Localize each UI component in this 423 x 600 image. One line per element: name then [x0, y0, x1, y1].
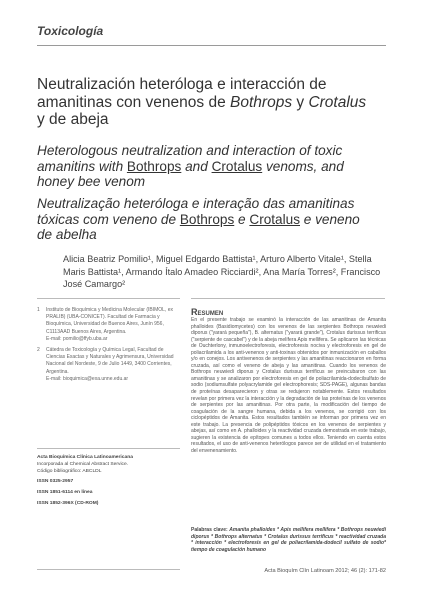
- citation: Acta Bioquím Clín Latinoam 2012; 46 (2): 171-82: [264, 568, 386, 574]
- title-pt-crotalus: Crotalus: [249, 211, 300, 227]
- abstract-heading: Resumen: [191, 307, 224, 317]
- journal-name: Acta Bioquímica Clínica Latinoamericana: [37, 455, 133, 460]
- issn-print: ISSN 0325-2957: [37, 479, 74, 485]
- title-es-bothrops: Bothrops: [230, 93, 293, 111]
- title-es-crotalus: Crotalus: [308, 93, 367, 111]
- indexing-info: [37, 455, 179, 508]
- title-es-pre: Neutralización heteróloga e interacción de amanitinas con venenos de: [37, 76, 327, 111]
- title-pt-mid: e: [234, 211, 250, 227]
- affiliation-email: E-mail: bioquimica@exa.unne.edu.ar: [46, 375, 129, 382]
- title-en-pre: Heterologous neutralization and interaction of toxic amanitins with: [37, 143, 343, 174]
- affiliation-number: 1: [37, 307, 40, 313]
- affiliation-number: 2: [37, 347, 40, 354]
- indexing-line: Código bibliográfico: ABCLDL: [37, 468, 102, 474]
- section-label: Toxicología: [37, 24, 104, 38]
- title-en-mid: and: [181, 158, 212, 174]
- indexing-rule: [37, 448, 180, 449]
- affiliation-email: E-mail: pomilio@ffyb.uba.ar: [46, 335, 108, 342]
- title-en-crotalus: Crotalus: [211, 158, 263, 174]
- title-en-post: venoms, and honey bee venom: [37, 158, 344, 189]
- title-es-post: y de abeja: [37, 111, 109, 128]
- affiliation-item: [37, 347, 179, 383]
- title-spanish: [37, 76, 367, 129]
- title-es-mid: y: [292, 93, 309, 111]
- header-rule: [37, 45, 386, 46]
- keywords-label: Palabras clave:: [191, 527, 228, 533]
- indexing-line: Incorporada al Chemical Abstract Service.: [37, 461, 129, 467]
- title-en-bothrops: Bothrops: [126, 158, 182, 174]
- abstract-body: [191, 317, 386, 454]
- affiliation-text: Cátedra de Toxicología y Química Legal, Facultad de Ciencias Exactas y Naturales y Agrimensura, Universidad Nacional del Nordeste, 9 de Julio 1449, 3400 Corrientes, Argentina.: [46, 347, 174, 375]
- affiliation-item: [37, 307, 179, 343]
- affiliation-rule: [37, 298, 180, 299]
- title-portuguese: [37, 196, 377, 243]
- issn-online: ISSN 1851-6114 en línea: [37, 490, 93, 496]
- title-pt-pre: Neutralização heteróloga e interação das amanitinas tóxicas com veneno de: [37, 196, 355, 227]
- author-list: Alicia Beatriz Pomilio¹, Miguel Edgardo Battista¹, Arturo Alberto Vitale¹, Stella Maris Battista¹, Armando Ítalo Amadeo Ricciardi², Ana María Torres², Francisco José Camargo²: [63, 254, 381, 290]
- keywords: [191, 527, 386, 553]
- abstract-rule: [191, 298, 385, 299]
- title-pt-post: e veneno de abelha: [37, 211, 360, 242]
- abstract-paragraph: En el presente trabajo se examinó la interacción de las amanitinas de Amanita phalloides (Basidiomycetes) con los venenos de las serpientes Bothrops neuwiedi diporus ("yarará pequeña"), B. alternatus ("yarará grande"), Crotalus durissus terrificus ("serpiente de cascabel") y de la abeja melífera Apis mellifera. Se aplicaron las técnicas de Ouchterlony, inmunoelectroforesis, electroforesis nociva y electroforesis en gel de poliacrilamida a los anti-venenos y anti-toxinas obtenidos por inmunización en caballos y/o en conejos. Los antivenenos de serpientes y las amanitinas reaccionaron en forma cruzada, así como el veneno de abeja y las amanitinas. Cuando los venenos de Bothrops neuwiedi diporus y Crotalus durissus terrificus se preincubaron con las amanitinas y se analizaron por electroforesis en gel de poliacrilamida-dodecilsulfato de sodio (sodiumsulfate polyacrylamide gel electrophoresis; SDS-PAGE), algunas bandas de proteínas desaparecieron y otras se redujeron notablemente. Estos resultados revelan por primera vez la interacción y la degradación de las proteínas de los venenos de serpientes por las amanitinas. Por otra parte, la modificación del tiempo de coagulación de la sangre humana, debida a los venenos, se corrigió con los ciclopéptidos de Amanita. Estos resultados también se informan por primera vez en este trabajo. La presencia de polipéptidos tóxicos en los venenos de serpientes y abejas, así como en A. phalloides y la reactividad cruzada demostrada en este trabajo, sugieren la existencia de epítopes comunes a todos ellos. Teniendo en cuenta estos resultados, el uso de anti-venenos heterólogos parece ser de utilidad en el tratamiento del envenenamiento.: [191, 317, 386, 454]
- affiliations: [37, 307, 179, 387]
- issn-cdrom: ISSN 1852-396X (CD-ROM): [37, 500, 99, 506]
- title-english: [37, 143, 377, 190]
- title-pt-bothrops: Bothrops: [179, 211, 235, 227]
- keywords-text: Amanita phalloides * Apis mellifera mellifera * Bothrops neuwiedi diporus * Bothrops alternatus * Crotalus durissus terrificus * reactividad cruzada * interacción * electroforesis en gel de poliacrilamida-dodecil sulfato de sodio* tiempo de coagulación humano: [191, 527, 386, 553]
- affiliation-text: Instituto de Bioquímica y Medicina Molecular (IBIMOL, ex PRALIB) (UBA-CONICET). Facultad de Farmacia y Bioquímica, Universidad de Buenos Aires, Junín 956, C1113AAD Buenos Aires, Argentina.: [46, 307, 173, 335]
- footer-rule: [37, 569, 180, 570]
